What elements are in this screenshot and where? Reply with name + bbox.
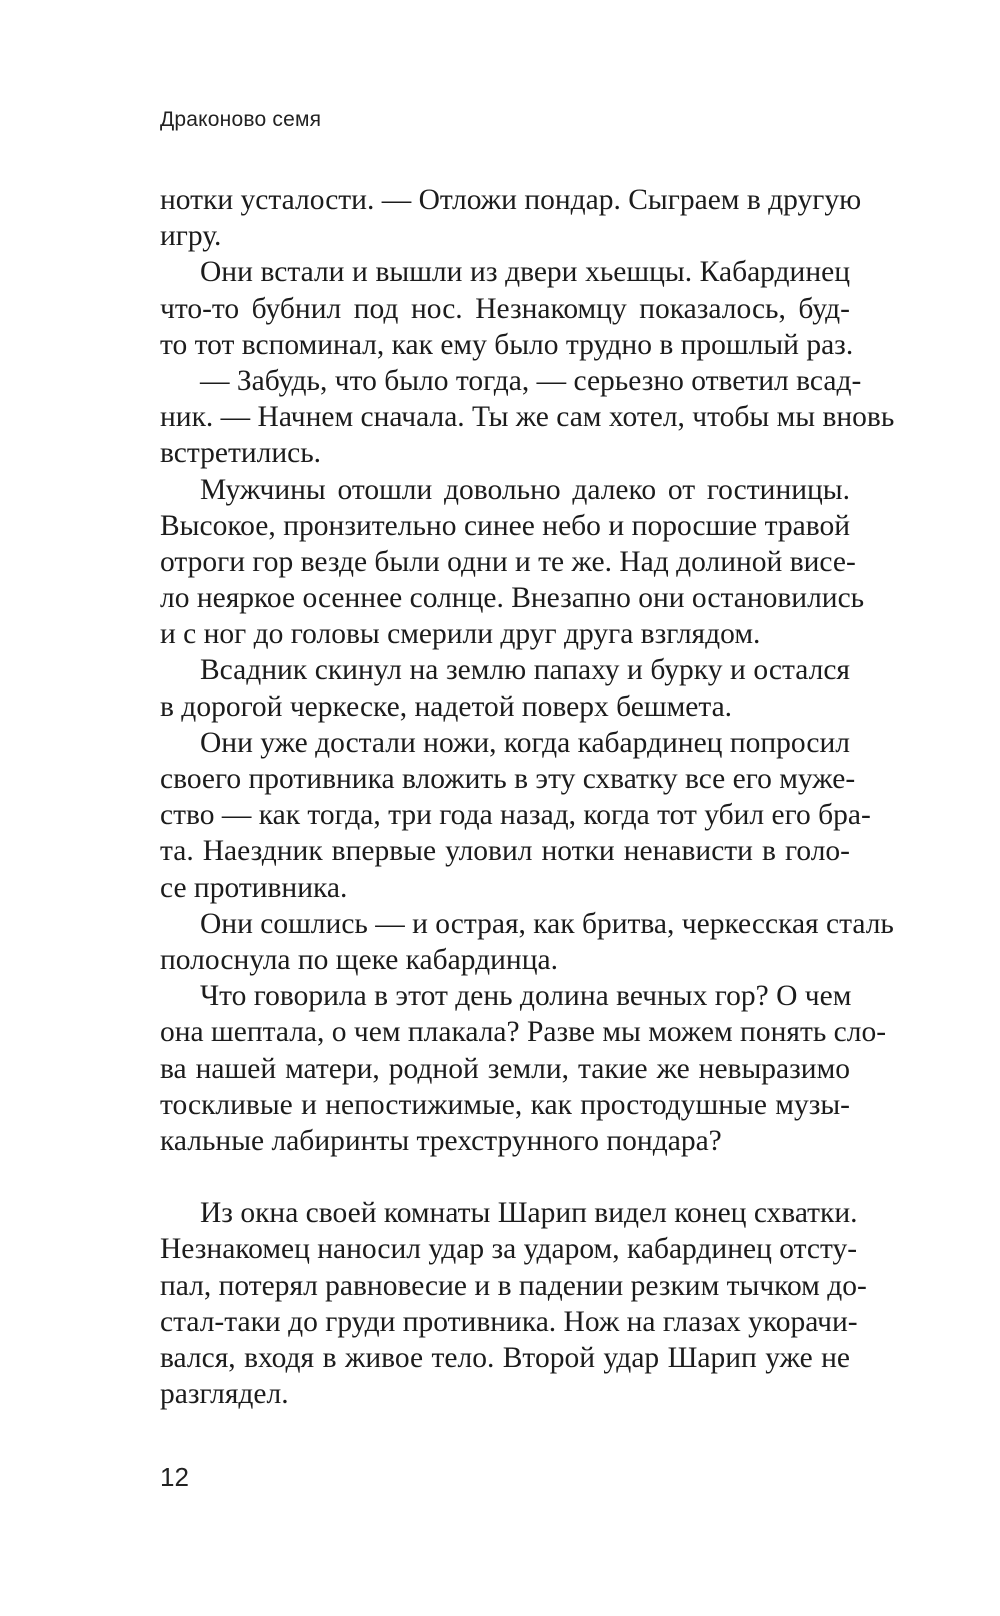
text-line: отроги гор везде были одни и те же. Над долиной висе- xyxy=(160,545,856,578)
text-line: Что говорила в этот день долина вечных гор? О чем xyxy=(200,980,852,1013)
paragraph xyxy=(160,652,850,724)
running-head: Драконово семя xyxy=(160,108,322,131)
paragraph xyxy=(160,363,895,472)
text-line: полоснула по щеке кабардинца. xyxy=(160,943,558,976)
text-line: — Забудь, что было тогда, — серьезно ответил всад- xyxy=(200,364,862,397)
text-line: Они уже достали ножи, когда кабардинец попросил xyxy=(200,726,851,759)
text-line: вался, входя в живое тело. Второй удар Шарип уже не xyxy=(160,1342,850,1374)
text-line: стал-таки до груди противника. Нож на глазах укорачи- xyxy=(160,1305,858,1338)
text-line: разглядел. xyxy=(160,1378,289,1411)
text-line: Высокое, пронзительно синее небо и поросшие травой xyxy=(160,509,850,542)
text-line: она шептала, о чем плакала? Разве мы можем понять сло- xyxy=(160,1016,887,1049)
text-line: Незнакомец наносил удар за ударом, кабардинец отсту- xyxy=(160,1233,858,1266)
paragraph xyxy=(160,906,894,978)
text-line: нотки усталости. — Отложи пондар. Сыграем в другую xyxy=(160,184,862,216)
text-line: Они сошлись — и острая, как бритва, черкесская сталь xyxy=(200,907,894,940)
text-line: та. Наездник впервые уловил нотки ненависти в голо- xyxy=(160,835,850,868)
section-break xyxy=(160,1159,850,1195)
text-line: ник. — Начнем сначала. Ты же сам хотел, чтобы мы вновь xyxy=(160,401,895,434)
text-line: тоскливые и непостижимые, как простодушные музы- xyxy=(160,1088,850,1121)
text-line: ство — как тогда, три года назад, когда тот убил его бра- xyxy=(160,799,871,832)
paragraph xyxy=(160,182,862,254)
text-line: игру. xyxy=(160,220,222,253)
text-line: кальные лабиринты трехструнного пондара? xyxy=(160,1124,722,1157)
text-line: се противника. xyxy=(160,871,348,904)
text-line: Они встали и вышли из двери хьешцы. Кабардинец xyxy=(200,256,850,289)
paragraph xyxy=(160,254,854,363)
text-line: то тот вспоминал, как ему было трудно в прошлый раз. xyxy=(160,328,854,361)
text-line: Всадник скинул на землю папаху и бурку и остался xyxy=(200,654,850,687)
paragraph xyxy=(160,978,887,1159)
paragraph xyxy=(160,472,865,653)
text-line: ло неяркое осеннее солнце. Внезапно они остановились xyxy=(160,582,865,615)
text-line: и с ног до головы смерили друг друга взглядом. xyxy=(160,618,761,651)
text-line: Мужчины отошли довольно далеко от гостиницы. xyxy=(200,473,850,506)
body-text xyxy=(160,182,895,1412)
text-line: ва нашей матери, родной земли, такие же невыразимо xyxy=(160,1052,850,1085)
text-line: в дорогой черкеске, надетой поверх бешмета. xyxy=(160,690,733,723)
paragraph xyxy=(160,1195,867,1412)
text-line: встретились. xyxy=(160,437,322,470)
text-line: что-то бубнил под нос. Незнакомцу показалось, буд- xyxy=(160,292,850,325)
text-line: своего противника вложить в эту схватку все его муже- xyxy=(160,763,856,795)
text-line: пал, потерял равновесие и в падении резким тычком до- xyxy=(160,1269,867,1302)
paragraph xyxy=(160,725,871,906)
page-number: 12 xyxy=(160,1462,189,1492)
text-line: Из окна своей комнаты Шарип видел конец схватки. xyxy=(200,1197,858,1230)
